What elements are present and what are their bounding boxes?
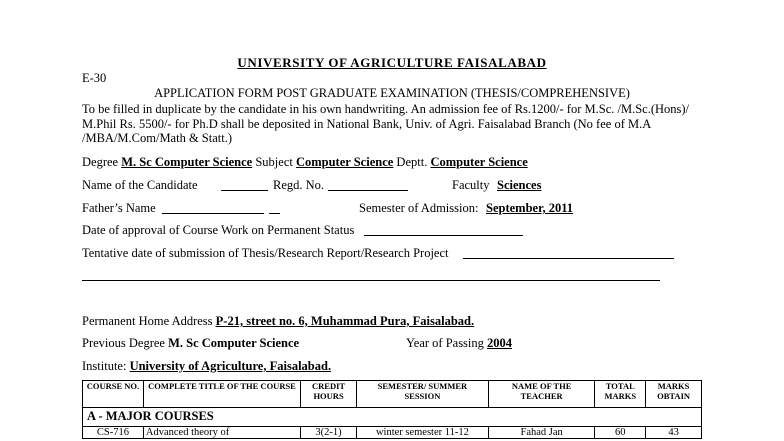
prev-degree-line (82, 336, 299, 351)
form-title: APPLICATION FORM POST GRADUATE EXAMINATION (THESIS/COMPREHENSIVE) (154, 86, 630, 100)
year-value: 2004 (487, 336, 513, 350)
table-header-row (83, 381, 702, 408)
course-table (82, 380, 702, 439)
candidate-label: Name of the Candidate (82, 178, 198, 192)
address-value: P-21, street no. 6, Muhammad Pura, Faisalabad. (215, 314, 475, 328)
cell-total: 60 (595, 427, 646, 439)
degree-value: M. Sc Computer Science (121, 155, 253, 169)
subject-label: Subject (255, 155, 293, 169)
tentative-label: Tentative date of submission of Thesis/Research Report/Research Project (82, 246, 449, 260)
instructions: To be filled in duplicate by the candidate in his own handwriting. An admission fee of Rs.1200/- for M.Sc. /M.Sc.(Hons)/ M.Phil Rs. 5500/- for Ph.D shall be deposited in National Bank, Univ. of Agri. Faisalabad Branch (No fee of M.A /MBA/M.Com/Math & Statt.) (82, 102, 690, 145)
deptt-label: Deptt. (396, 155, 428, 169)
institute-value: University of Agriculture, Faisalabad. (129, 359, 332, 373)
father-blank-2 (269, 213, 280, 214)
year-line (406, 336, 512, 351)
header-title: COMPLETE TITLE OF THE COURSE (143, 381, 300, 408)
regd-label: Regd. No. (273, 178, 325, 192)
degree-line (82, 155, 528, 170)
subject-value: Computer Science (295, 155, 394, 169)
form-code: E-30 (82, 71, 107, 85)
prev-degree-label: Previous Degree (82, 336, 165, 350)
tentative-blank-2 (82, 280, 660, 281)
header-total: TOTAL MARKS (595, 381, 646, 408)
university-title: UNIVERSITY OF AGRICULTURE FAISALABAD (237, 55, 547, 70)
cell-title: Advanced theory of (143, 427, 300, 439)
header-semester: SEMESTER/ SUMMER SESSION (356, 381, 488, 408)
cell-obtained: 43 (646, 427, 702, 439)
address-line (82, 314, 474, 329)
prev-degree-value: M. Sc Computer Science (168, 336, 300, 350)
section-row (83, 408, 702, 427)
approval-blank (364, 235, 523, 236)
tentative-blank (463, 258, 674, 259)
address-label: Permanent Home Address (82, 314, 213, 328)
cell-semester: winter semester 11-12 (356, 427, 488, 439)
father-blank (162, 213, 264, 214)
section-label: A - MAJOR COURSES (83, 408, 702, 427)
header-credit: CREDIT HOURS (301, 381, 357, 408)
table-row (83, 427, 702, 439)
regd-blank (328, 190, 408, 191)
cell-course: CS-716 (83, 427, 144, 439)
year-label: Year of Passing (406, 336, 484, 350)
degree-label: Degree (82, 155, 119, 169)
approval-label: Date of approval of Course Work on Permanent Status (82, 223, 355, 237)
deptt-value: Computer Science (430, 155, 528, 169)
header-teacher: NAME OF THE TEACHER (488, 381, 595, 408)
faculty-label: Faculty (452, 178, 490, 192)
header-course-no: COURSE NO. (83, 381, 144, 408)
cell-teacher: Fahad Jan (488, 427, 595, 439)
faculty-value: Sciences (497, 178, 542, 192)
header-obtained: MARKS OBTAIN (646, 381, 702, 408)
institute-line (82, 359, 331, 374)
institute-label: Institute: (82, 359, 127, 373)
semester-value: September, 2011 (486, 201, 574, 215)
semester-label: Semester of Admission: (359, 201, 479, 215)
candidate-blank (221, 190, 268, 191)
father-label: Father’s Name (82, 201, 156, 215)
cell-credit: 3(2-1) (301, 427, 357, 439)
